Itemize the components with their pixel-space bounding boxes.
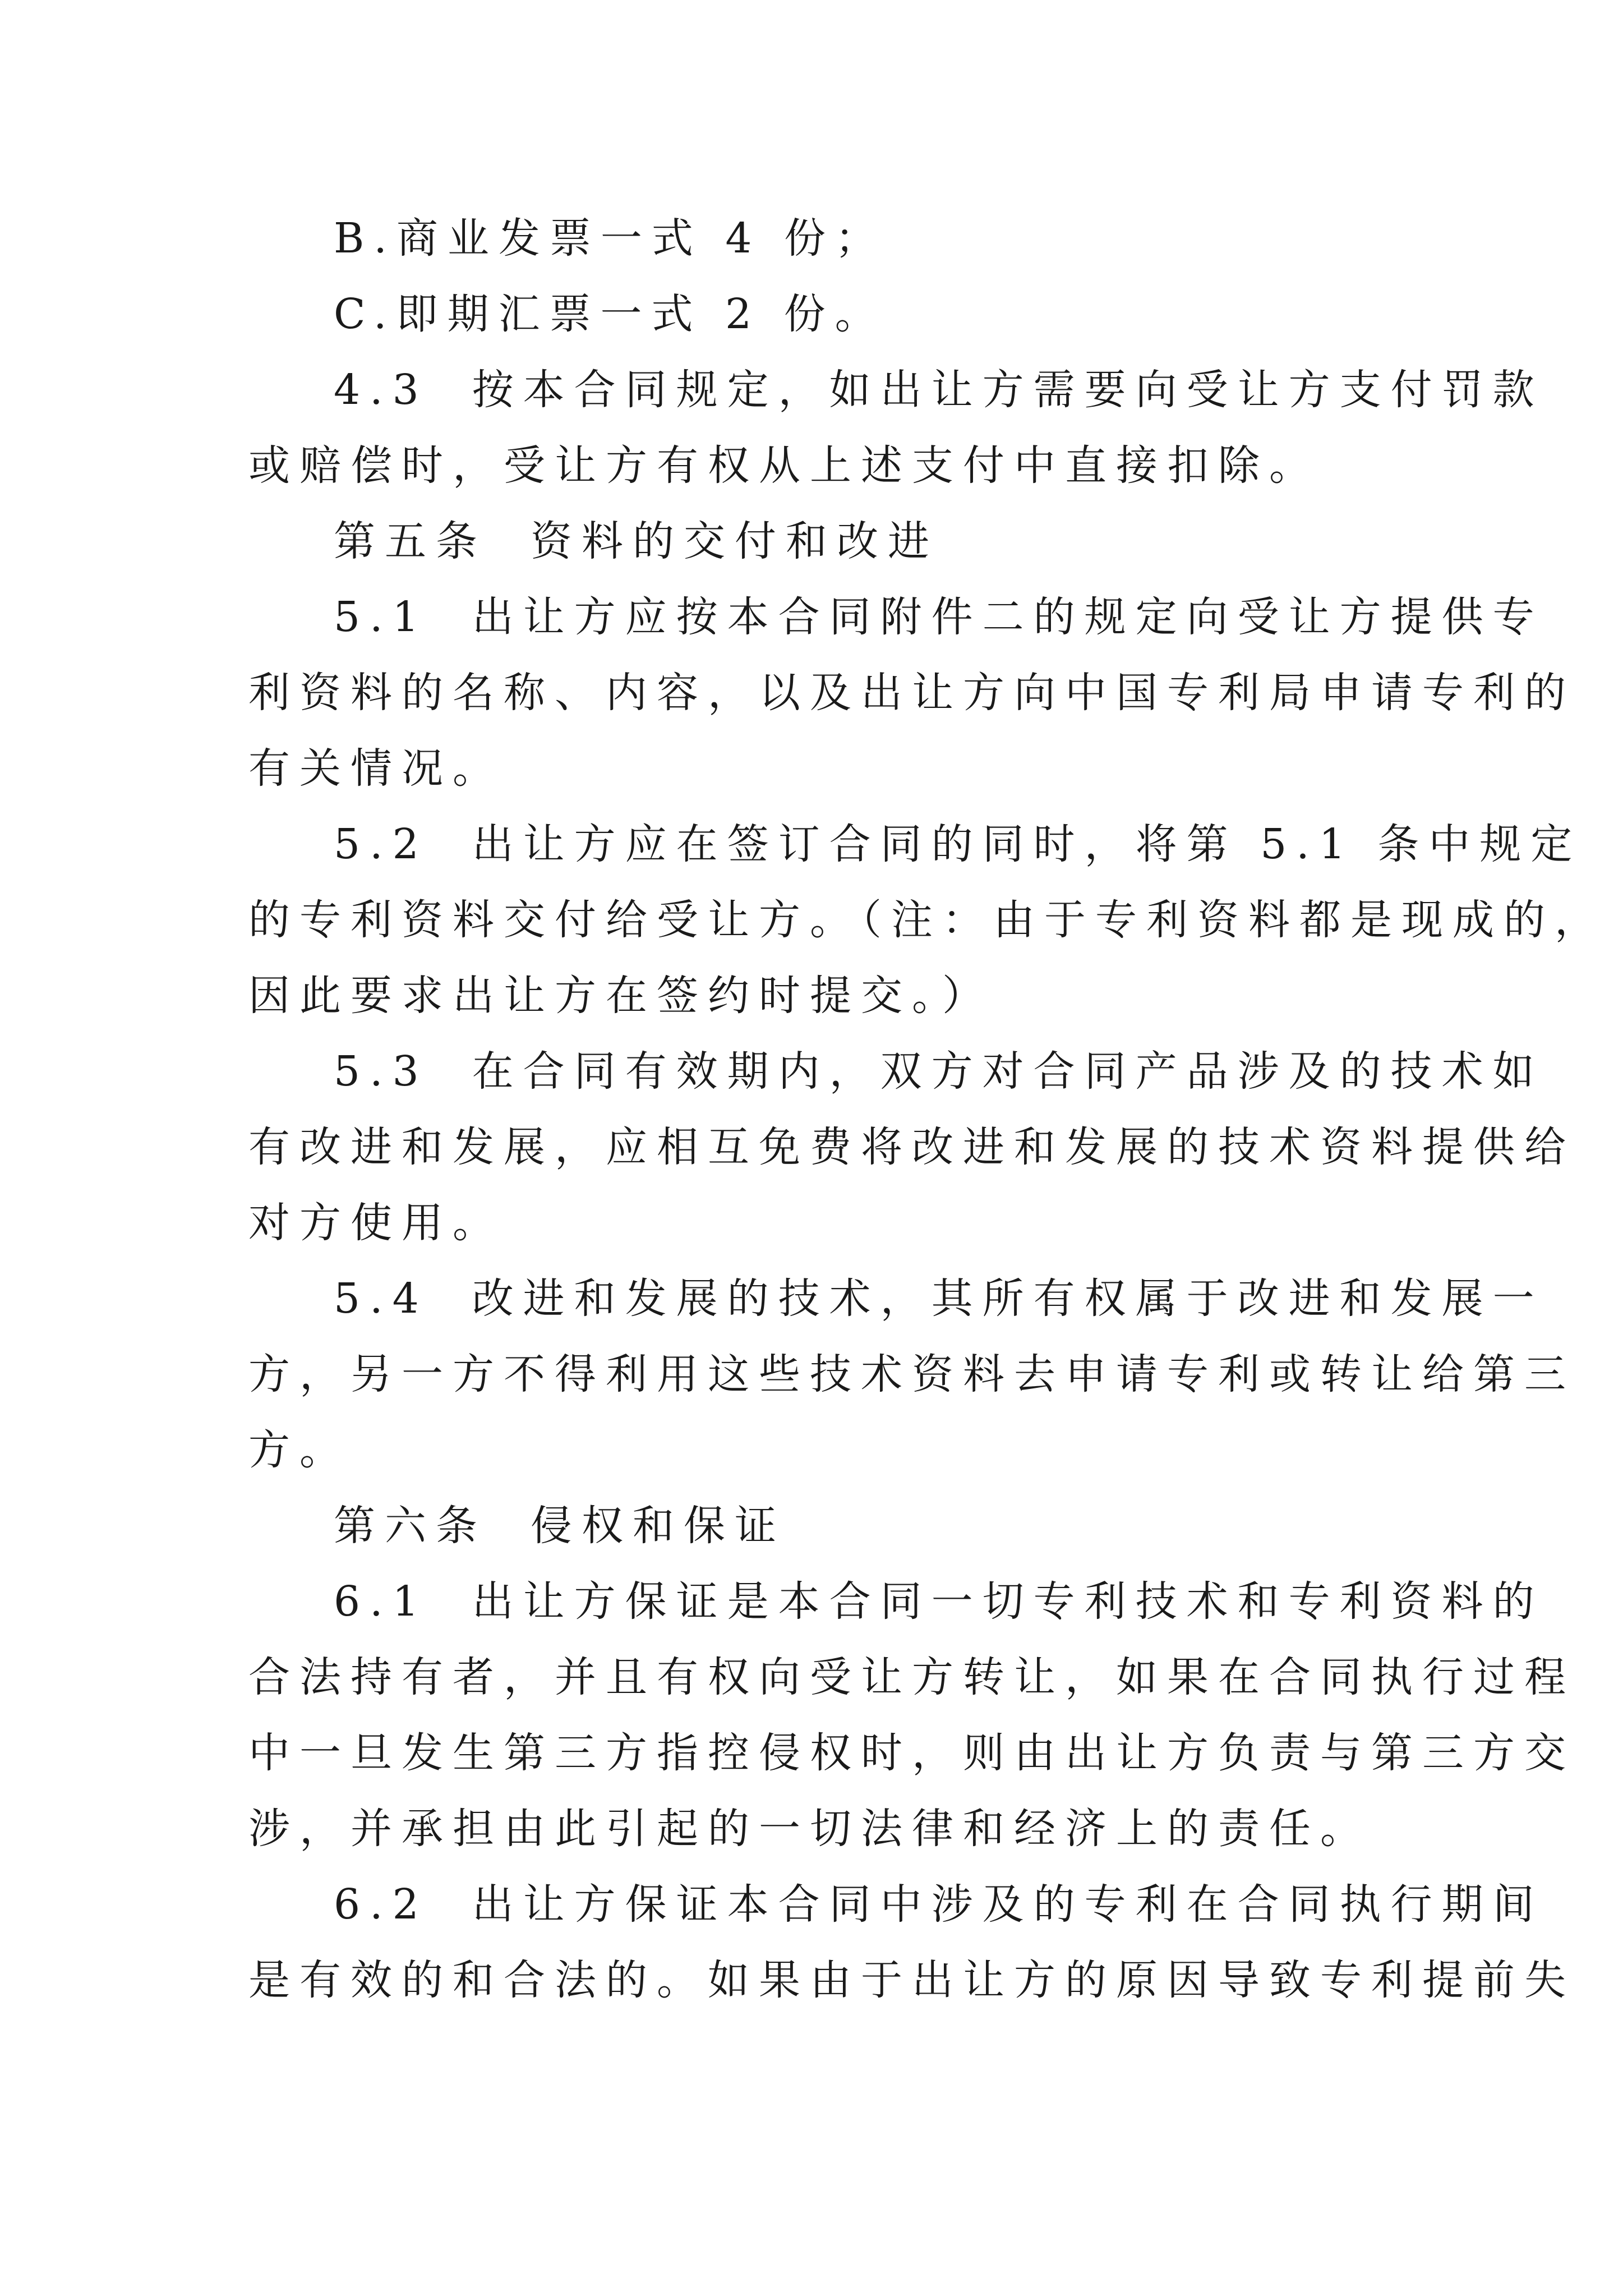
text-line: 利资料的名称、内容，以及出让方向中国专利局申请专利的: [248, 669, 1575, 717]
clause-5-4-heading: 5.4 改进和发展的技术，其所有权属于改进和发展一: [334, 1274, 1544, 1323]
clause-6-1-heading: 6.1 出让方保证是本合同一切专利技术和专利资料的: [334, 1577, 1544, 1626]
article-5-heading: 第五条 资料的交付和改进: [334, 517, 939, 565]
text-line: 的专利资料交付给受让方。（注：由于专利资料都是现成的，: [248, 896, 1606, 944]
clause-number: 6.1: [334, 1577, 428, 1626]
article-6-heading: 第六条 侵权和保证: [334, 1502, 786, 1550]
clause-6-2-heading: 6.2 出让方保证本合同中涉及的专利在合同执行期间: [334, 1880, 1544, 1929]
clause-5-1-heading: 5.1 出让方应按本合同附件二的规定向受让方提供专: [334, 593, 1544, 641]
clause-number: 5.1: [334, 593, 428, 641]
clause-number: 5.2: [334, 820, 428, 868]
clause-5-2-heading: 5.2 出让方应在签订合同的同时，将第 5.1 条中规定: [334, 820, 1582, 868]
clause-number: 6.2: [334, 1880, 428, 1929]
clause-4-3-heading: 4.3 按本合同规定，如出让方需要向受让方支付罚款: [334, 366, 1544, 414]
text-line: 方，另一方不得利用这些技术资料去申请专利或转让给第三: [248, 1350, 1575, 1398]
clause-number: 5.3: [334, 1047, 428, 1096]
text-line: C.即期汇票一式 2 份。: [334, 290, 886, 338]
text-line: 合法持有者，并且有权向受让方转让，如果在合同执行过程: [248, 1653, 1575, 1701]
article-number: 第五条: [334, 517, 487, 565]
article-number: 第六条: [334, 1502, 487, 1550]
text-line: 有改进和发展，应相互免费将改进和发展的技术资料提供给: [248, 1123, 1575, 1171]
text-line: 对方使用。: [248, 1199, 504, 1247]
clause-5-3-heading: 5.3 在合同有效期内，双方对合同产品涉及的技术如: [334, 1047, 1544, 1096]
text-line: 中一旦发生第三方指控侵权时，则由出让方负责与第三方交: [248, 1729, 1575, 1777]
text-line: 涉，并承担由此引起的一切法律和经济上的责任。: [248, 1805, 1371, 1853]
clause-number: 5.4: [334, 1274, 428, 1323]
clause-number: 4.3: [334, 366, 428, 414]
text-line: 有关情况。: [248, 744, 504, 793]
text-line: 因此要求出让方在签约时提交。）: [248, 972, 993, 1020]
text-line: 或赔偿时，受让方有权从上述支付中直接扣除。: [248, 441, 1320, 490]
text-line: 是有效的和合法的。如果由于出让方的原因导致专利提前失: [248, 1956, 1575, 2004]
text-line: B.商业发票一式 4 份；: [334, 214, 887, 263]
text-line: 方。: [248, 1426, 351, 1474]
